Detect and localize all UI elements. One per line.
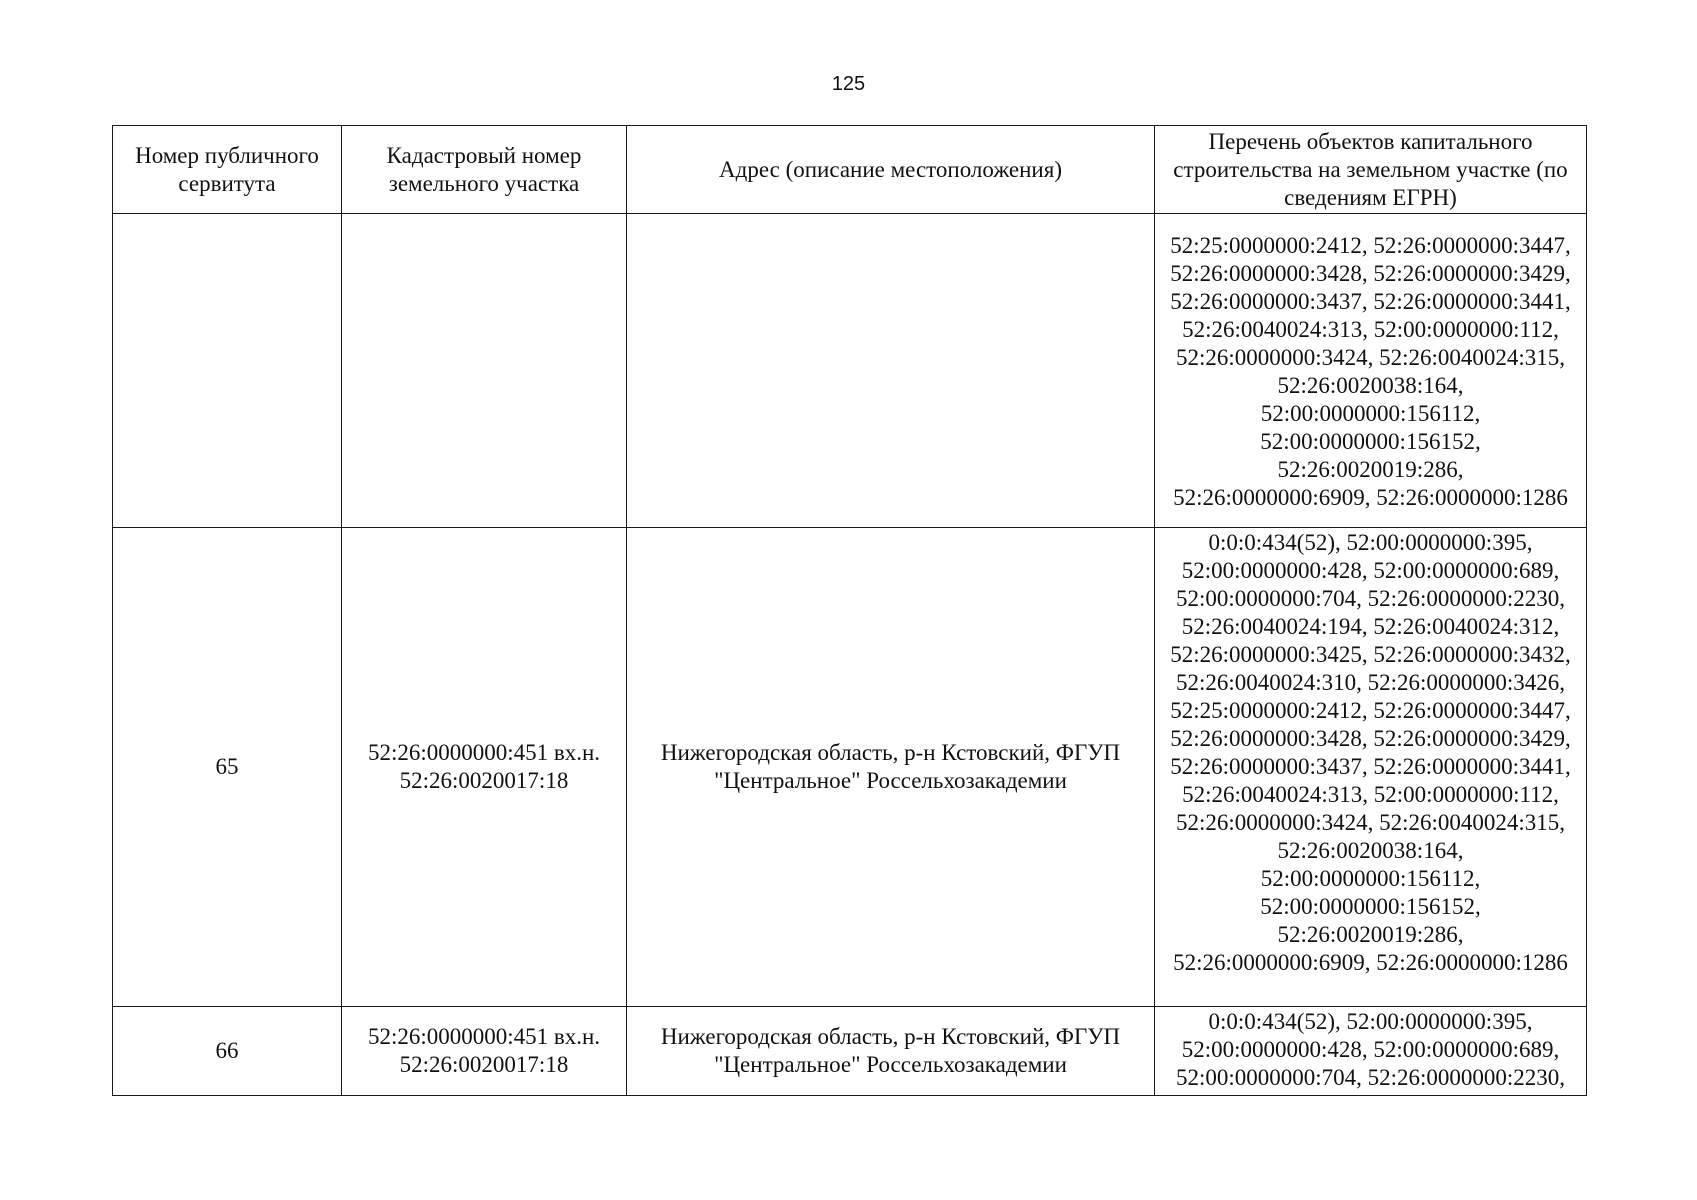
objects-list-line: 52:26:0020038:164, (1277, 838, 1464, 863)
objects-list-line: 52:26:0000000:3437, 52:26:0000000:3441, (1170, 754, 1571, 779)
cadastral-number-line: 52:26:0020017:18 (399, 768, 569, 793)
header-cadastral-number: Кадастровый номер земельного участка (342, 126, 627, 214)
objects-list-line: 52:00:0000000:156152, (1260, 894, 1481, 919)
objects-list-line: 0:0:0:434(52), 52:00:0000000:395, (1208, 530, 1533, 555)
objects-list-cell (1155, 214, 1587, 528)
objects-list-cell (1155, 1007, 1587, 1096)
header-objects-list: Перечень объектов капитального строительства на земельном участке (по сведениям ЕГРН) (1155, 126, 1587, 214)
table-row (113, 214, 1587, 528)
table-row (113, 1007, 1587, 1096)
objects-list-line: 52:26:0000000:3428, 52:26:0000000:3429, (1170, 260, 1571, 286)
cadastral-number-cell (342, 214, 627, 528)
address-cell: Нижегородская область, р-н Кстовский, ФГУП "Центральное" Россельхозакадемии (627, 528, 1155, 1007)
objects-list-line: 52:00:0000000:156112, (1260, 866, 1481, 891)
objects-list-line: 52:26:0000000:6909, 52:26:0000000:1286 (1173, 950, 1568, 975)
objects-list-line: 52:00:0000000:704, 52:26:0000000:2230, (1175, 586, 1566, 611)
objects-list-line: 52:00:0000000:428, 52:00:0000000:689, (1181, 1037, 1560, 1062)
objects-list-line: 52:00:0000000:704, 52:26:0000000:2230, (1175, 1065, 1566, 1090)
servitude-table (112, 125, 1587, 1096)
objects-list-line: 52:26:0020038:164, (1277, 372, 1464, 398)
page-number: 125 (831, 73, 866, 95)
objects-list-line: 52:26:0040024:313, 52:00:0000000:112, (1182, 782, 1559, 807)
objects-list-line: 52:26:0040024:313, 52:00:0000000:112, (1182, 316, 1559, 342)
header-address: Адрес (описание местоположения) (627, 126, 1155, 214)
cadastral-number-line: 52:26:0000000:451 вх.н. (367, 1024, 601, 1049)
objects-list-line: 52:25:0000000:2412, 52:26:0000000:3447, (1170, 232, 1571, 258)
objects-list-line: 52:26:0020019:286, (1277, 456, 1464, 482)
cadastral-number-line: 52:26:0000000:451 вх.н. (367, 740, 601, 765)
address-cell (627, 214, 1155, 528)
objects-list-line: 52:26:0000000:3424, 52:26:0040024:315, (1175, 344, 1566, 370)
objects-list-line: 52:26:0000000:6909, 52:26:0000000:1286 (1173, 484, 1568, 510)
cadastral-number-line: 52:26:0020017:18 (399, 1052, 569, 1077)
objects-list-line: 52:26:0040024:310, 52:26:0000000:3426, (1175, 670, 1566, 695)
address-cell: Нижегородская область, р-н Кстовский, ФГУП "Центральное" Россельхозакадемии (627, 1007, 1155, 1096)
cadastral-number-cell (342, 528, 627, 1007)
objects-list-line: 0:0:0:434(52), 52:00:0000000:395, (1208, 1009, 1533, 1034)
objects-list-line: 52:25:0000000:2412, 52:26:0000000:3447, (1170, 698, 1571, 723)
objects-list-cell (1155, 528, 1587, 1007)
objects-list-line: 52:26:0000000:3428, 52:26:0000000:3429, (1170, 726, 1571, 751)
objects-list-line: 52:26:0040024:194, 52:26:0040024:312, (1181, 614, 1560, 639)
table-header-row (113, 126, 1587, 214)
objects-list-line: 52:26:0000000:3425, 52:26:0000000:3432, (1170, 642, 1571, 667)
servitude-number-cell: 65 (113, 528, 342, 1007)
servitude-number-cell (113, 214, 342, 528)
table-row (113, 528, 1587, 1007)
objects-list-line: 52:26:0000000:3424, 52:26:0040024:315, (1175, 810, 1566, 835)
cadastral-number-cell (342, 1007, 627, 1096)
objects-list-line: 52:26:0000000:3437, 52:26:0000000:3441, (1170, 288, 1571, 314)
objects-list-line: 52:00:0000000:428, 52:00:0000000:689, (1181, 558, 1560, 583)
servitude-number-cell: 66 (113, 1007, 342, 1096)
objects-list-line: 52:26:0020019:286, (1277, 922, 1464, 947)
objects-list-line: 52:00:0000000:156152, (1260, 428, 1481, 454)
objects-list-line: 52:00:0000000:156112, (1260, 400, 1481, 426)
header-servitude-number: Номер публичного сервитута (113, 126, 342, 214)
